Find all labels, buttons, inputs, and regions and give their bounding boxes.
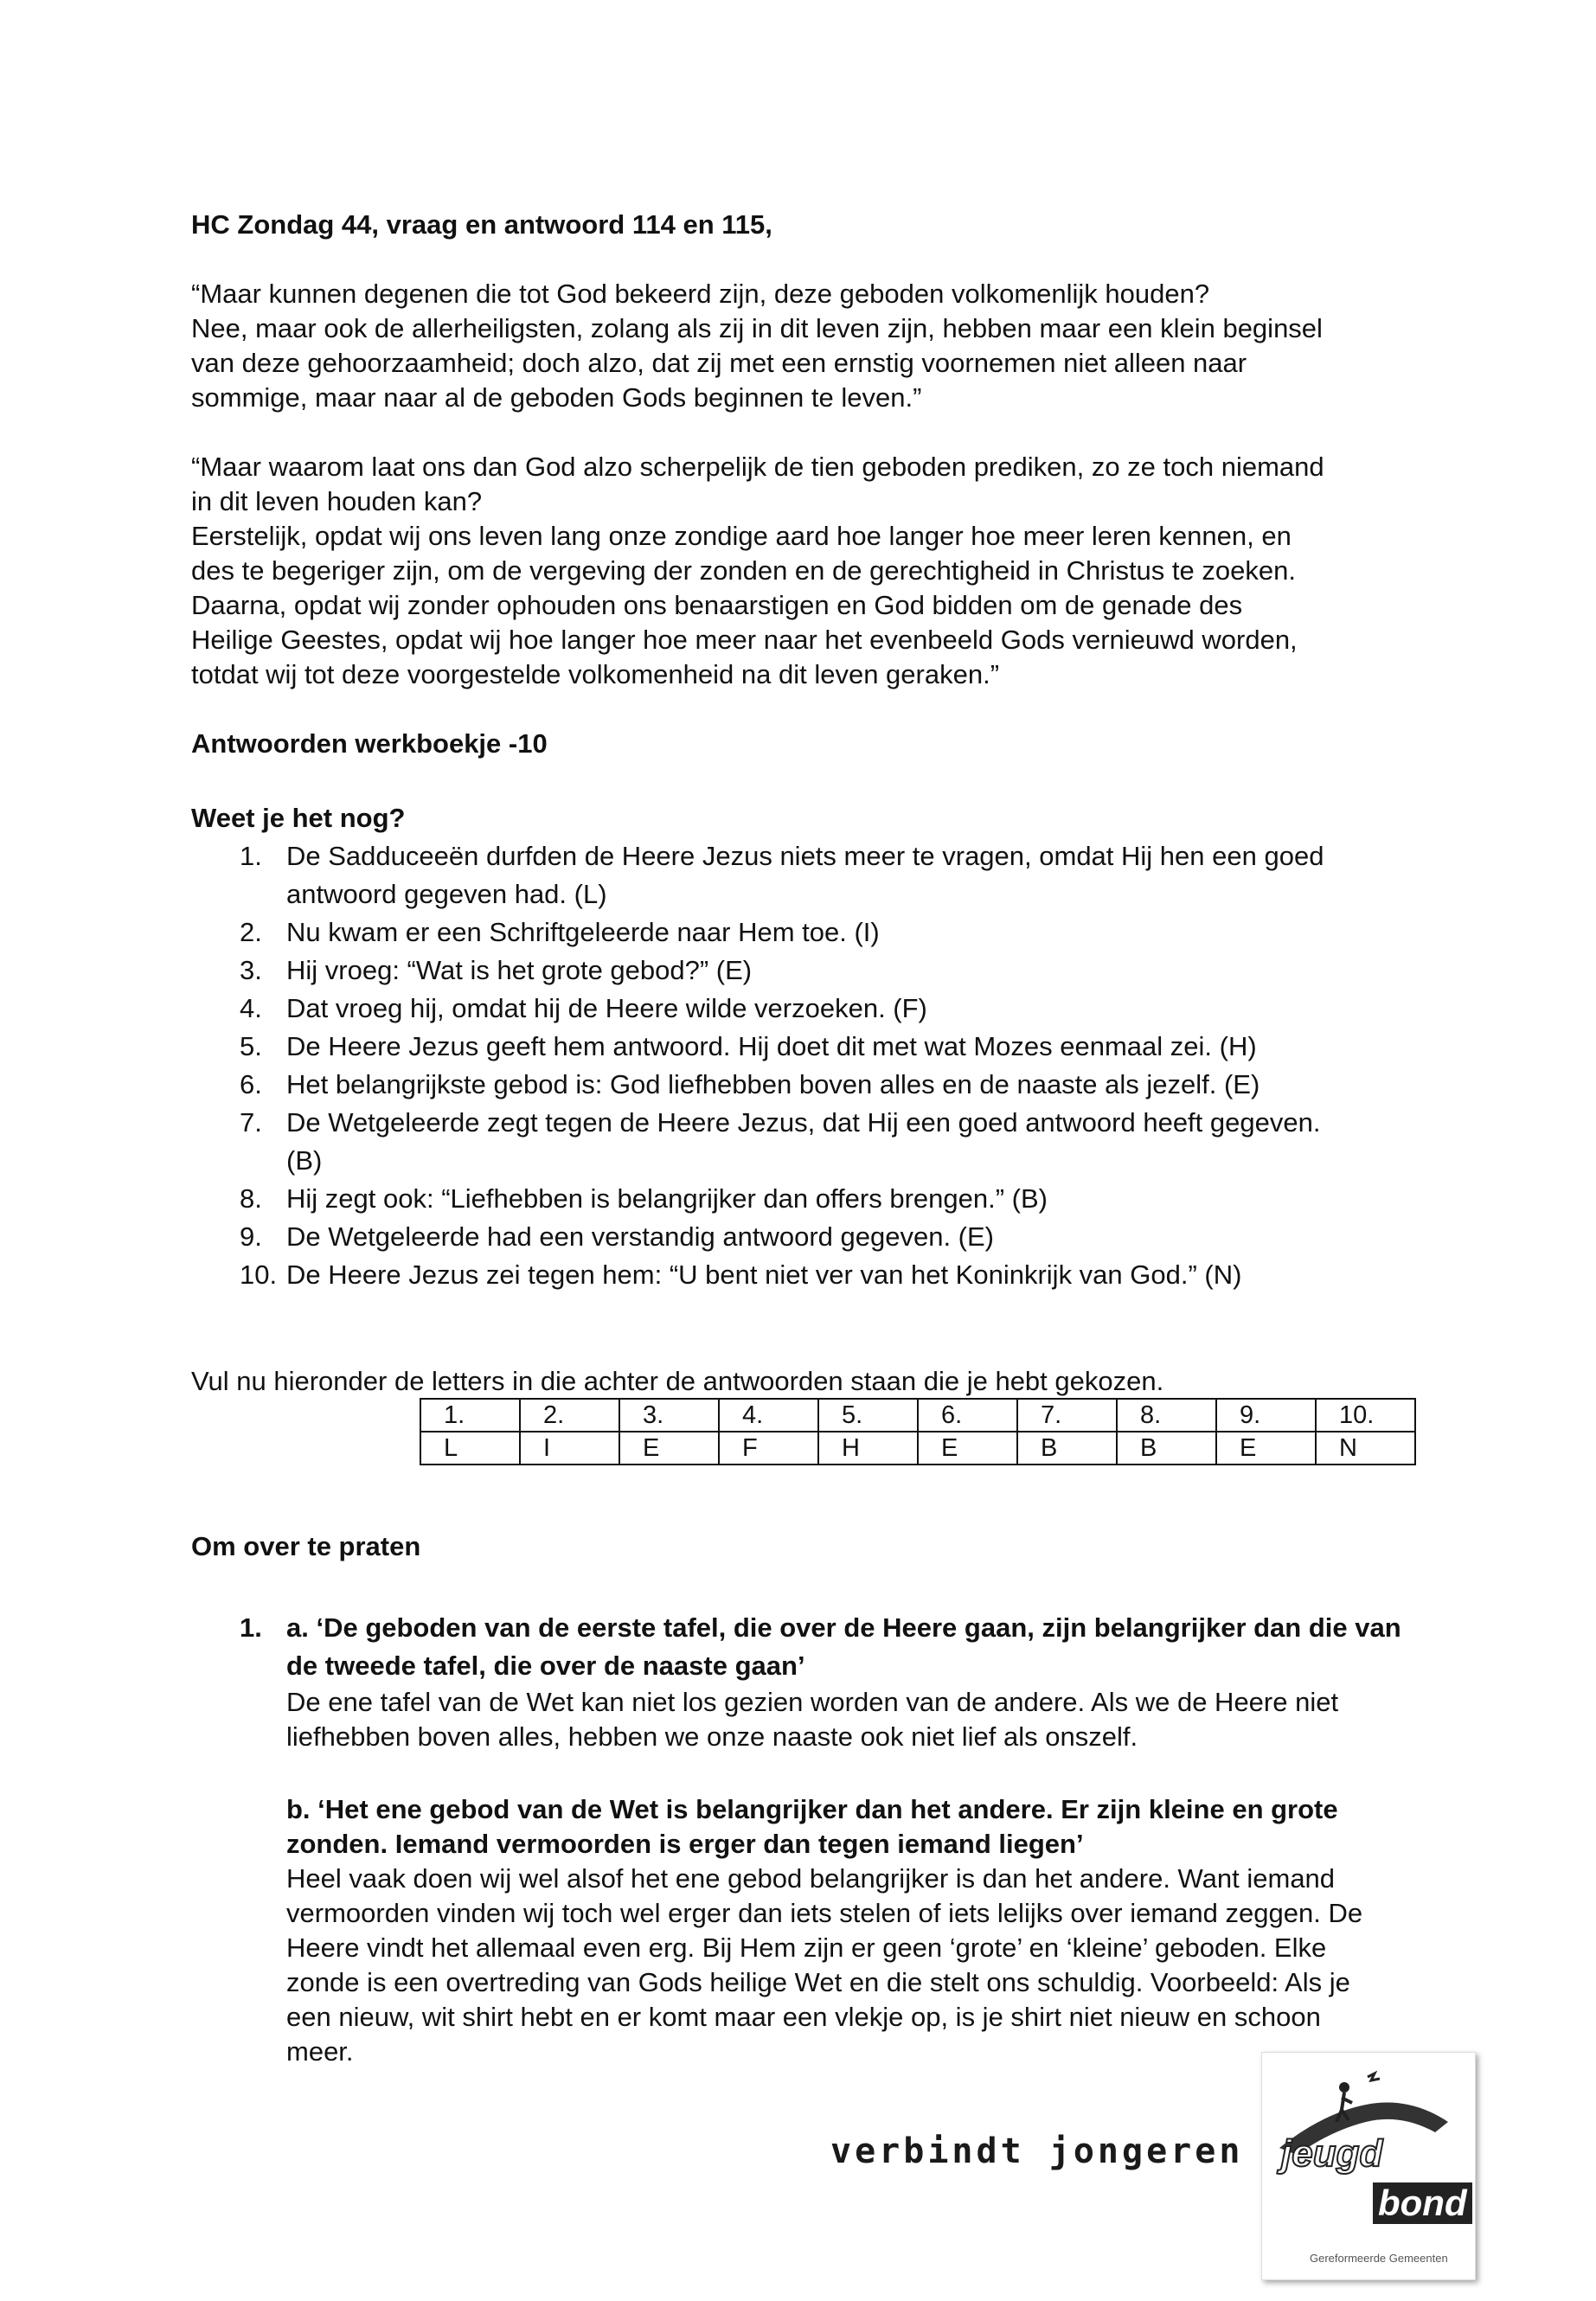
table-cell: 10. bbox=[1316, 1399, 1415, 1432]
weet-heading: Weet je het nog? bbox=[191, 803, 406, 833]
quote-line: sommige, maar naar al de geboden Gods beginnen te leven.” bbox=[191, 382, 922, 413]
answer-b-line: Heere vindt het allemaal even erg. Bij Hem zijn er geen ‘grote’ en ‘kleine’ geboden. Elke bbox=[286, 1932, 1327, 1963]
jeugdbond-logo bbox=[1261, 2052, 1476, 2280]
table-row bbox=[420, 1432, 1415, 1465]
logo-word-bond: bond bbox=[1373, 2182, 1472, 2224]
quote-question-115 bbox=[191, 450, 1420, 692]
table-cell: F bbox=[719, 1432, 818, 1465]
question-a: a. ‘De geboden van de eerste tafel, die over de Heere gaan, zijn belangrijker dan die van de tweede tafel, die over de naaste gaan’ bbox=[286, 1612, 1401, 1681]
table-cell: 7. bbox=[1017, 1399, 1117, 1432]
list-item: 2. Nu kwam er een Schriftgeleerde naar Hem toe. (I) bbox=[240, 917, 880, 947]
logo-word-jeugd: jeugd bbox=[1281, 2132, 1383, 2175]
table-cell: I bbox=[520, 1432, 619, 1465]
quote-line: Daarna, opdat wij zonder ophouden ons benaarstigen en God bidden om de genade des bbox=[191, 590, 1243, 620]
list-item: 5. De Heere Jezus geeft hem antwoord. Hij doet dit met wat Mozes eenmaal zei. (H) bbox=[240, 1031, 1257, 1061]
list-item: 8. Hij zegt ook: “Liefhebben is belangrijker dan offers brengen.” (B) bbox=[240, 1183, 1048, 1214]
logo-subtitle: Gereformeerde Gemeenten bbox=[1310, 2252, 1448, 2265]
quote-line: van deze gehoorzaamheid; doch alzo, dat zij met een ernstig voornemen niet alleen naar bbox=[191, 348, 1247, 378]
table-cell: 2. bbox=[520, 1399, 619, 1432]
answer-b-line: Heel vaak doen wij wel alsof het ene gebod belangrijker is dan het andere. Want iemand bbox=[286, 1863, 1336, 1894]
table-cell: L bbox=[420, 1432, 520, 1465]
table-cell: 4. bbox=[719, 1399, 818, 1432]
list-item: 4. Dat vroeg hij, omdat hij de Heere wilde verzoeken. (F) bbox=[240, 993, 927, 1023]
answer-b-line: meer. bbox=[286, 2036, 354, 2067]
answer-b-line: vermoorden vinden wij toch wel erger dan iets stelen of iets lelijks over iemand zeggen. De bbox=[286, 1898, 1363, 1928]
quote-line: Eerstelijk, opdat wij ons leven lang onze zondige aard hoe langer hoe meer leren kennen, en bbox=[191, 521, 1292, 551]
table-cell: 3. bbox=[619, 1399, 719, 1432]
quote-line: totdat wij tot deze voorgestelde volkomenheid na dit leven geraken.” bbox=[191, 659, 1000, 689]
table-row bbox=[420, 1399, 1415, 1432]
list-item: 10. De Heere Jezus zei tegen hem: “U bent niet ver van het Koninkrijk van God.” (N) bbox=[240, 1259, 1242, 1290]
table-cell: 1. bbox=[420, 1399, 520, 1432]
answer-a-line: De ene tafel van de Wet kan niet los gezien worden van de andere. Als we de Heere niet bbox=[286, 1687, 1339, 1717]
quote-line: in dit leven houden kan? bbox=[191, 486, 483, 516]
table-cell: E bbox=[918, 1432, 1017, 1465]
table-cell: 5. bbox=[818, 1399, 918, 1432]
quote-line: des te begeriger zijn, om de vergeving der zonden en de gerechtigheid in Christus te zoeken. bbox=[191, 555, 1296, 586]
question-b: b. ‘Het ene gebod van de Wet is belangrijker dan het andere. Er zijn kleine en grote zonden. Iemand vermoorden is erger dan tegen iemand liegen’ bbox=[286, 1794, 1338, 1859]
table-cell: B bbox=[1117, 1432, 1216, 1465]
document-page bbox=[191, 208, 1420, 2069]
table-cell: 8. bbox=[1117, 1399, 1216, 1432]
answer-b-line: zonde is een overtreding van Gods heilige Wet en die stelt ons schuldig. Voorbeeld: Als je bbox=[286, 1967, 1350, 1997]
list-item: 6. Het belangrijkste gebod is: God liefhebben boven alles en de naaste als jezelf. (E) bbox=[240, 1069, 1260, 1099]
answer-b-line: een nieuw, wit shirt hebt en er komt maar een vlekje op, is je shirt niet nieuw en schoon bbox=[286, 2002, 1321, 2032]
quote-line: “Maar waarom laat ons dan God alzo scherpelijk de tien geboden prediken, zo ze toch niemand bbox=[191, 452, 1324, 482]
list-item: 1. De Sadduceeën durfden de Heere Jezus niets meer te vragen, omdat Hij hen een goed antwoord gegeven had. (L) bbox=[240, 841, 1324, 909]
page-title: HC Zondag 44, vraag en antwoord 114 en 115, bbox=[191, 209, 772, 240]
quote-line: “Maar kunnen degenen die tot God bekeerd zijn, deze geboden volkomenlijk houden? bbox=[191, 279, 1210, 309]
table-cell: B bbox=[1017, 1432, 1117, 1465]
quote-line: Nee, maar ook de allerheiligsten, zolang als zij in dit leven zijn, hebben maar een klein beginsel bbox=[191, 313, 1323, 343]
list-item: 9. De Wetgeleerde had een verstandig antwoord gegeven. (E) bbox=[240, 1221, 995, 1252]
list-item: 7. De Wetgeleerde zegt tegen de Heere Jezus, dat Hij een goed antwoord heeft gegeven. (B) bbox=[240, 1107, 1321, 1176]
table-cell: 6. bbox=[918, 1399, 1017, 1432]
answer-table bbox=[420, 1398, 1416, 1465]
answers-list bbox=[191, 837, 1420, 1294]
footer-slogan: verbindt jongeren bbox=[830, 2131, 1244, 2171]
table-cell: E bbox=[619, 1432, 719, 1465]
quote-question-114 bbox=[191, 277, 1420, 415]
list-item: 3. Hij vroeg: “Wat is het grote gebod?” (E) bbox=[240, 955, 753, 985]
table-cell: E bbox=[1216, 1432, 1316, 1465]
answer-a-line: liefhebben boven alles, hebben we onze naaste ook niet lief als onszelf. bbox=[286, 1721, 1138, 1752]
discussion-number: 1. bbox=[240, 1612, 262, 1643]
discussion-item bbox=[191, 1609, 1420, 2069]
quote-line: Heilige Geestes, opdat wij hoe langer hoe meer naar het evenbeeld Gods vernieuwd worden, bbox=[191, 625, 1298, 655]
table-cell: N bbox=[1316, 1432, 1415, 1465]
table-cell: H bbox=[818, 1432, 918, 1465]
answers-heading: Antwoorden werkboekje -10 bbox=[191, 728, 548, 759]
table-cell: 9. bbox=[1216, 1399, 1316, 1432]
om-heading: Om over te praten bbox=[191, 1531, 421, 1561]
fill-instruction: Vul nu hieronder de letters in die achter de antwoorden staan die je hebt gekozen. bbox=[191, 1366, 1164, 1396]
